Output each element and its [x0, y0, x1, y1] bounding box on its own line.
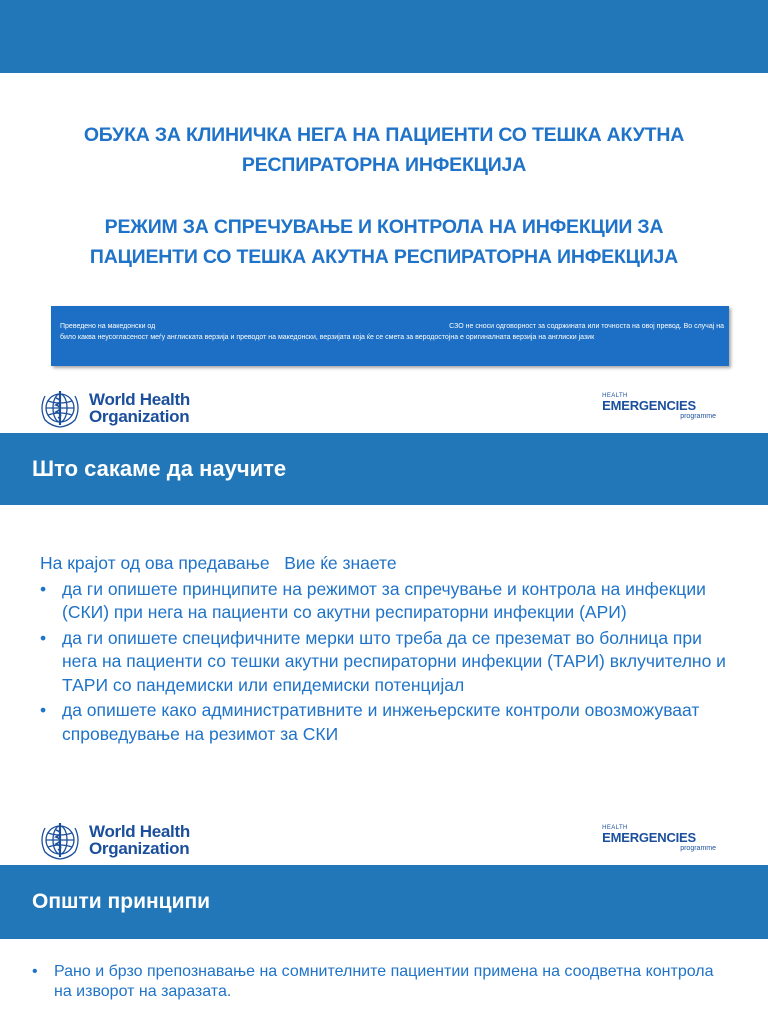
title-line: ОБУКА ЗА КЛИНИЧКА НЕГА НА ПАЦИЕНТИ СО ТЕШКА АКУТНА	[83, 124, 685, 146]
emerg-big-label: EMERGENCIES	[602, 398, 696, 413]
title-line: РЕСПИРАТОРНА ИНФЕКЦИЈА	[241, 154, 527, 176]
section-header	[0, 865, 768, 939]
intro-text: На крајот од ова предавање Вие ќе знаете	[40, 553, 397, 573]
principles-body	[32, 960, 732, 1002]
who-emblem-icon	[37, 386, 83, 430]
notice-right-text: СЗО не сноси одговорност за содржината или точноста на овој превод. Во случај на	[449, 323, 724, 330]
section-header	[0, 433, 768, 505]
learning-objectives-slide	[0, 378, 768, 802]
emerg-small-label: HEALTH	[602, 825, 628, 831]
who-emblem-icon	[37, 818, 83, 862]
notice-left-text: Преведено на македонски од	[60, 323, 156, 330]
who-name-line2: Organization	[89, 407, 190, 426]
who-name-line2: Organization	[89, 839, 190, 858]
general-principles-slide	[0, 810, 768, 1024]
health-emergencies-logo	[602, 393, 716, 421]
list-item: • Рано и брзо препознавање на сомнителните пациентии примена на соодветна контрола на изворот на заразата.	[32, 963, 714, 1000]
bullet-icon: •	[40, 578, 47, 599]
top-banner	[0, 0, 768, 73]
section-heading: Општи принципи	[32, 890, 211, 913]
bullet-icon: •	[40, 700, 47, 720]
list-item: • да ги опишете принципите на режимот за спречување и контрола на инфекции (СКИ) при нега на пациенти со акутни респираторни инфекции (АРИ)	[40, 578, 740, 625]
subtitle-line: ПАЦИЕНТИ СО ТЕШКА АКУТНА РЕСПИРАТОРНА ИНФЕКЦИЈА	[89, 246, 679, 268]
emerg-big-label: EMERGENCIES	[602, 830, 696, 845]
bullet-icon: •	[40, 627, 47, 648]
emerg-programme-label: programme	[680, 845, 716, 852]
notice-line-2: било каква неусогласеност меѓу англиската верзија и преводот на македонски, верзијата која ќе се смета за веродостојна е оригиналната верзија на англиски јазик	[60, 334, 595, 341]
objectives-body	[40, 552, 740, 746]
subtitle-line: РЕЖИМ ЗА СПРЕЧУВАЊЕ И КОНТРОЛА НА ИНФЕКЦИИ ЗА	[104, 216, 664, 238]
slide-title	[40, 120, 728, 272]
emerg-programme-label: programme	[680, 413, 716, 420]
list-item: • да опишете како административните и инжењерските контроли овозможуваат спроведување на резимот за СКИ	[40, 699, 740, 746]
who-logo	[37, 386, 190, 430]
bullet-icon: •	[32, 963, 38, 980]
who-logo	[37, 818, 190, 862]
list-item: • да ги опишете специфичните мерки што треба да се преземат во болница при нега на пациенти со тешки акутни респираторни инфекции (ТАРИ) вклучително и ТАРИ со пандемиски или епидемиски потенцијал	[40, 627, 740, 698]
title-slide	[0, 0, 768, 372]
health-emergencies-logo	[602, 825, 716, 853]
who-name-line1: World Health	[89, 822, 190, 841]
who-name-line1: World Health	[89, 390, 190, 409]
emerg-small-label: HEALTH	[602, 393, 628, 399]
section-heading: Што сакаме да научите	[32, 456, 287, 481]
translation-notice	[51, 306, 729, 366]
